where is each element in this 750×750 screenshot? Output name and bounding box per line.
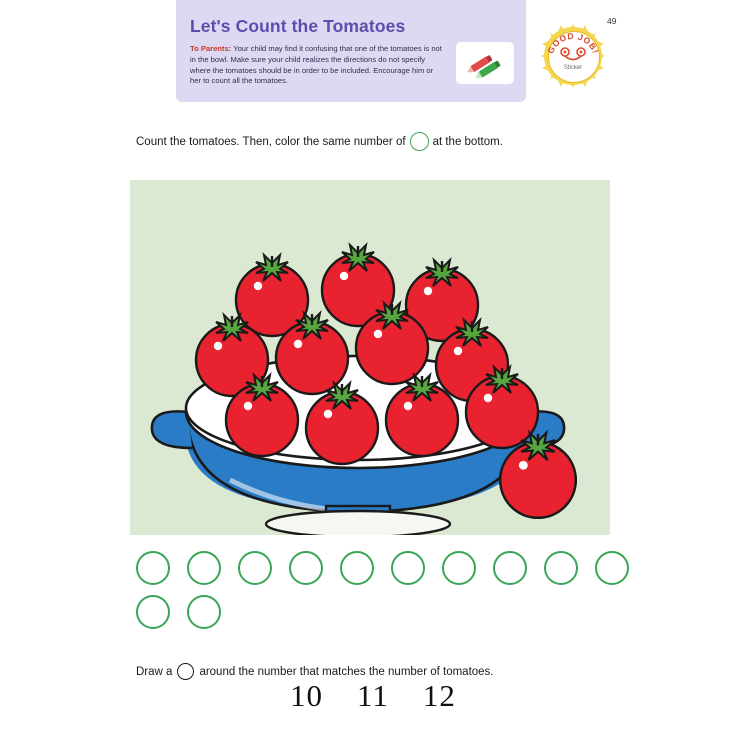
number-choice[interactable]: 10 <box>290 678 323 713</box>
count-circle[interactable] <box>136 595 170 629</box>
top-instruction-part2: at the bottom. <box>432 135 503 148</box>
count-circle[interactable] <box>442 551 476 585</box>
count-circle[interactable] <box>595 551 629 585</box>
bowl-of-tomatoes-drawing <box>130 180 610 535</box>
count-circle[interactable] <box>340 551 374 585</box>
number-choice[interactable]: 11 <box>357 678 389 713</box>
count-circle[interactable] <box>493 551 527 585</box>
number-choices <box>290 678 456 714</box>
top-instruction <box>136 132 503 151</box>
count-circle[interactable] <box>289 551 323 585</box>
markers-icon <box>456 42 514 84</box>
page-title: Let's Count the Tomatoes <box>190 16 406 36</box>
count-circle[interactable] <box>238 551 272 585</box>
sticker-label: Sticker <box>563 65 583 71</box>
draw-circle-icon <box>177 663 194 680</box>
answer-circles-row-1 <box>136 551 629 585</box>
number-choice[interactable]: 12 <box>422 678 456 713</box>
header-banner <box>176 0 526 102</box>
count-circle[interactable] <box>187 595 221 629</box>
top-instruction-part1: Count the tomatoes. Then, color the same number of <box>136 135 406 148</box>
instruction-circle-icon <box>410 132 429 151</box>
parents-note <box>190 44 442 87</box>
parents-note-text: Your child may find it confusing that one of the tomatoes is not in the bowl. Make sure your child realizes the directions do not specify where the tomatoes should be in order to be included. Encourage him or her to count all the tomatoes. <box>190 44 442 86</box>
svg-text:GOOD JOB!: GOOD JOB! <box>545 30 601 56</box>
count-circle[interactable] <box>391 551 425 585</box>
sticker-seal <box>539 22 607 90</box>
bottom-instruction-part2: around the number that matches the number of tomatoes. <box>199 665 494 678</box>
seal-face-icon <box>558 46 588 62</box>
count-circle[interactable] <box>544 551 578 585</box>
count-circle[interactable] <box>187 551 221 585</box>
count-circle[interactable] <box>136 551 170 585</box>
parents-note-label: To Parents: <box>190 44 232 53</box>
tomatoes-illustration <box>130 180 610 535</box>
answer-circles-row-2 <box>136 595 221 629</box>
page-number: 49 <box>607 16 617 26</box>
bottom-instruction-part1: Draw a <box>136 665 173 678</box>
